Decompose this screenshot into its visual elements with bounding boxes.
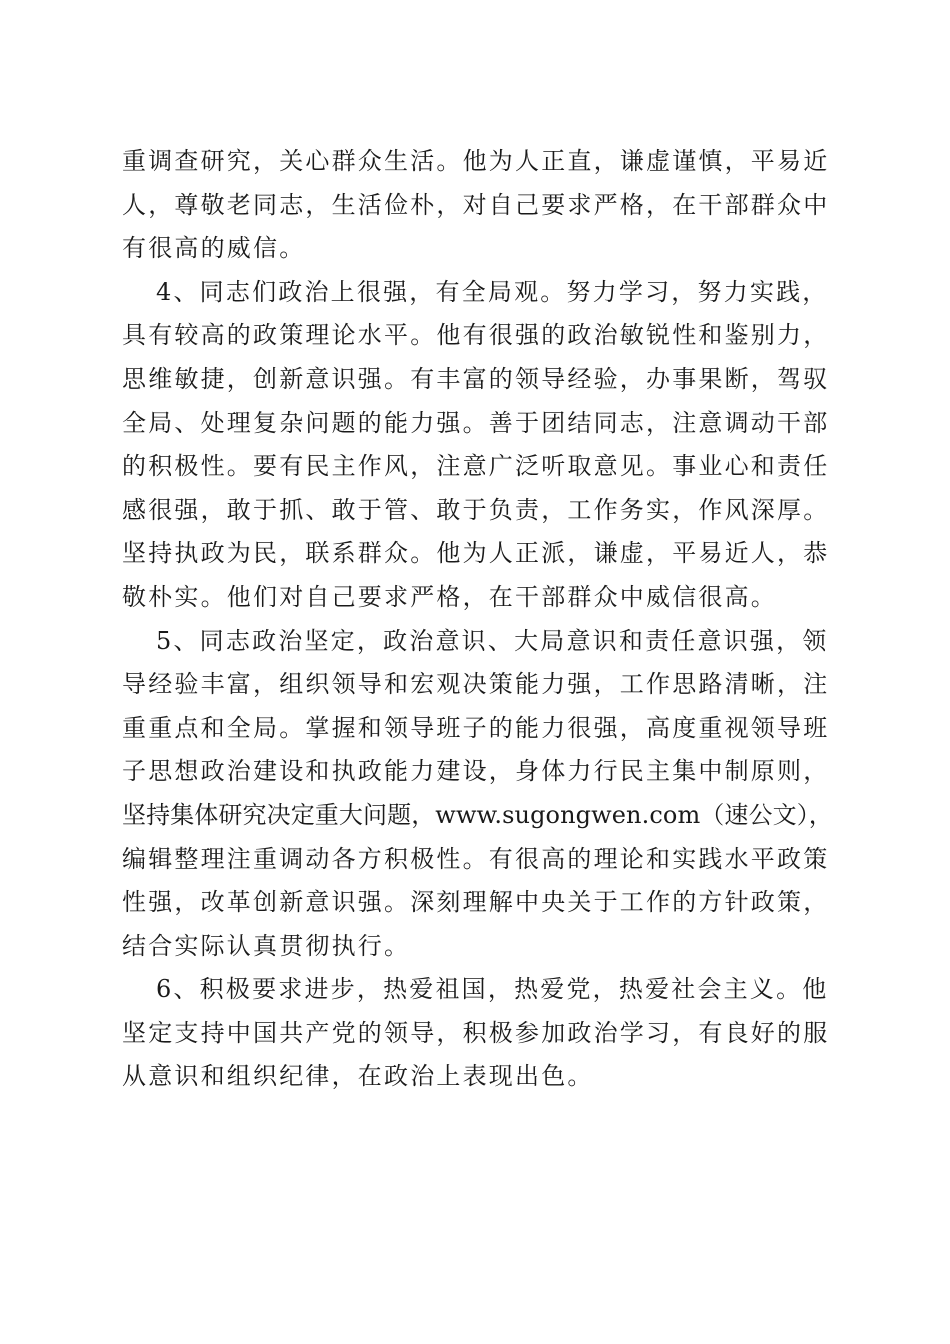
paragraph-start-line: 5、同志政治坚定，政治意识、大局意识和责任意识强，领 <box>156 626 829 655</box>
body-text <box>122 140 832 1099</box>
text-line: 具有较高的政策理论水平。他有很强的政治敏锐性和鉴别力， <box>122 321 830 350</box>
paragraph-start-line: 4、同志们政治上很强，有全局观。努力学习，努力实践， <box>156 277 829 306</box>
text-line: 性强，改革创新意识强。深刻理解中央关于工作的方针政策， <box>122 888 830 917</box>
text-line: 坚定支持中国共产党的领导，积极参加政治学习，有良好的服 <box>122 1018 830 1047</box>
text-line: 重调查研究，关心群众生活。他为人正直，谦虚谨慎，平易近 <box>122 147 830 175</box>
text-line: 导经验丰富，组织领导和宏观决策能力强，工作思路清晰，注 <box>122 670 830 699</box>
text-line: 从意识和组织纪律，在政治上表现出色。 <box>122 1062 594 1091</box>
text-line: 重重点和全局。掌握和领导班子的能力很强，高度重视领导班 <box>122 713 830 742</box>
paragraph-start-line: 6、积极要求进步，热爱祖国，热爱党，热爱社会主义。他 <box>156 975 829 1004</box>
text-line: 思维敏捷，创新意识强。有丰富的领导经验，办事果断，驾驭 <box>122 364 830 393</box>
text-line: 敬朴实。他们对自己要求严格，在干部群众中威信很高。 <box>122 582 777 611</box>
text-line: 有很高的威信。 <box>122 234 306 263</box>
text-line: 编辑整理注重调动各方积极性。有很高的理论和实践水平政策 <box>122 844 830 873</box>
text-line: 感很强，敢于抓、敢于管、敢于负责，工作务实，作风深厚。 <box>122 495 830 524</box>
text-line: 坚持执政为民，联系群众。他为人正派，谦虚，平易近人，恭 <box>122 539 830 568</box>
text-line: 人，尊敬老同志，生活俭朴，对自己要求严格，在干部群众中 <box>122 190 830 219</box>
text-line: 的积极性。要有民主作风，注意广泛听取意见。事业心和责任 <box>122 452 830 481</box>
text-line: 坚持集体研究决定重大问题，www.sugongwen.com（速公文）， <box>122 800 833 829</box>
text-line: 结合实际认真贯彻执行。 <box>122 931 411 960</box>
text-line: 全局、处理复杂问题的能力强。善于团结同志，注意调动干部 <box>122 408 830 437</box>
text-line: 子思想政治建设和执政能力建设，身体力行民主集中制原则， <box>122 757 830 786</box>
